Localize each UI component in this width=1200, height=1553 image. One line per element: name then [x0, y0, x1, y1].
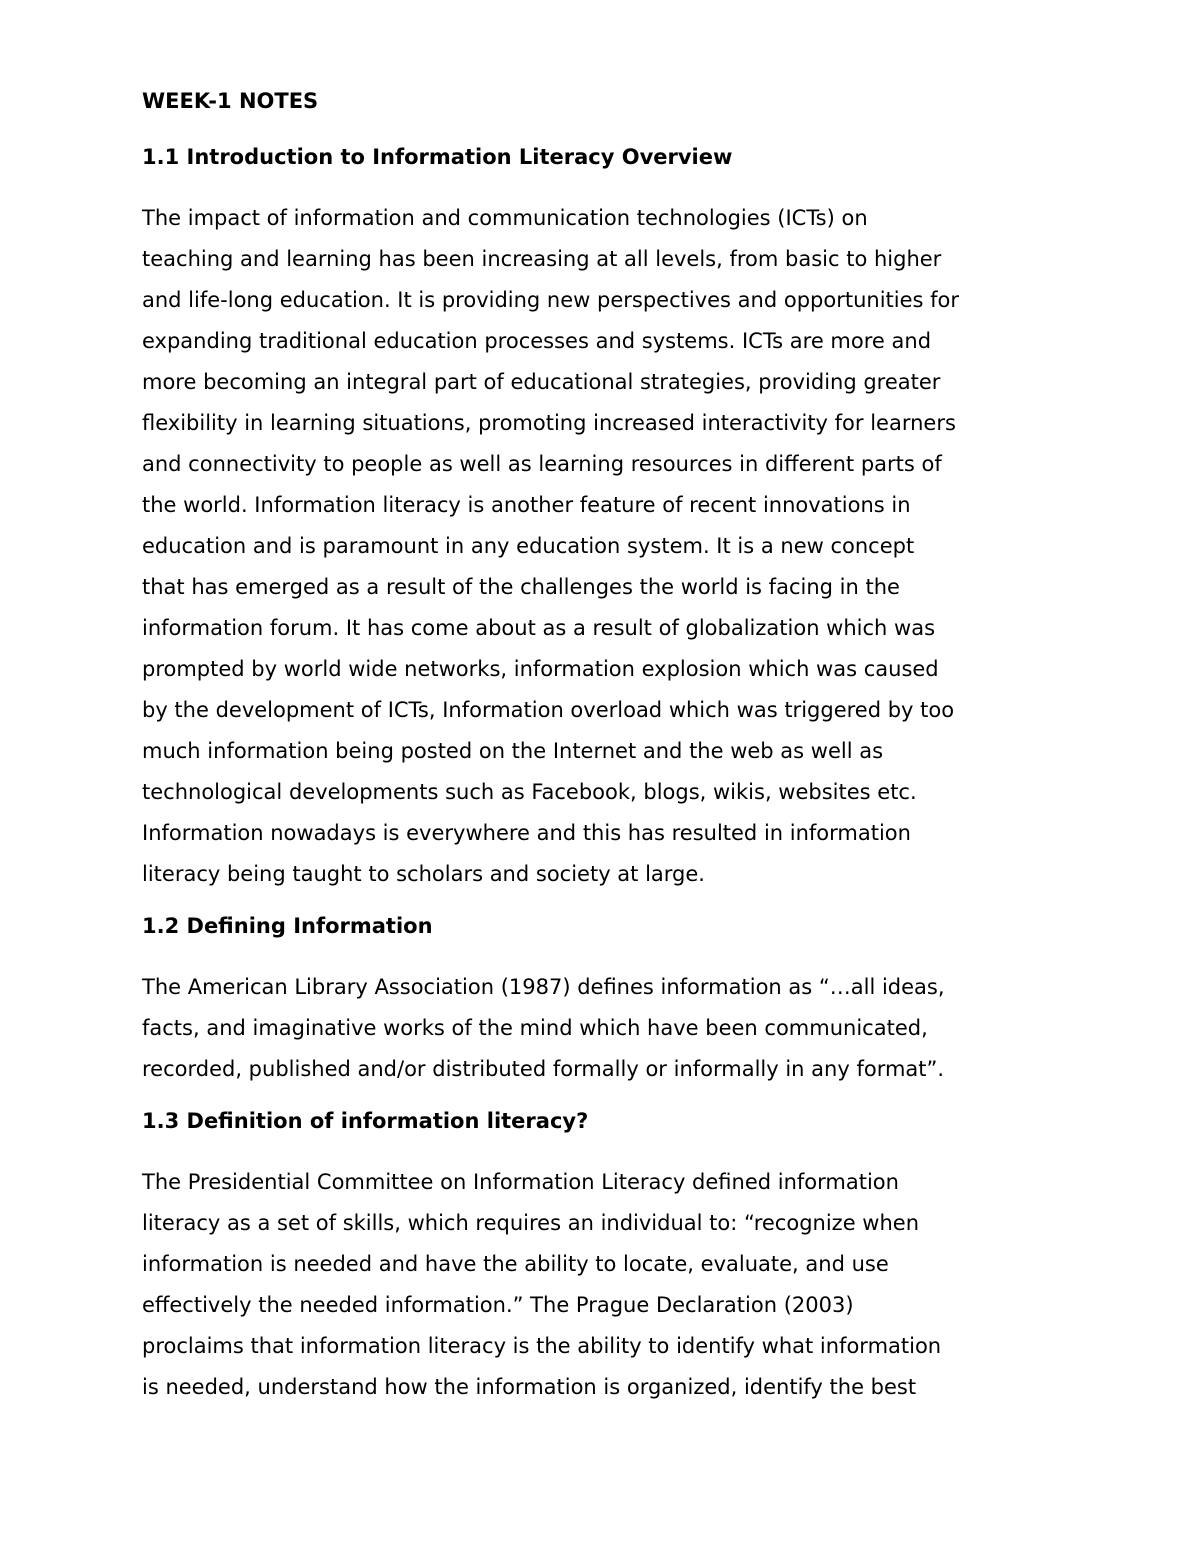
paragraph-line: effectively the needed information.” The Prague Declaration (2003): [142, 1293, 854, 1317]
paragraph-line: teaching and learning has been increasing at all levels, from basic to higher: [142, 247, 942, 271]
paragraph-line: prompted by world wide networks, information explosion which was caused: [142, 657, 939, 681]
section-introduction: [142, 142, 1072, 895]
paragraph-line: expanding traditional education processes and systems. ICTs are more and: [142, 329, 932, 353]
paragraph-line: literacy as a set of skills, which requires an individual to: “recognize when: [142, 1211, 920, 1235]
section-paragraph: [142, 1162, 1072, 1408]
paragraph-line: The Presidential Committee on Information Literacy defined information: [142, 1170, 899, 1194]
section-paragraph: [142, 198, 1072, 895]
paragraph-line: more becoming an integral part of educational strategies, providing greater: [142, 370, 941, 394]
paragraph-line: literacy being taught to scholars and society at large.: [142, 862, 705, 886]
section-heading: 1.3 Definition of information literacy?: [142, 1109, 589, 1133]
paragraph-line: much information being posted on the Internet and the web as well as: [142, 739, 884, 763]
paragraph-line: information is needed and have the ability to locate, evaluate, and use: [142, 1252, 889, 1276]
paragraph-line: The impact of information and communication technologies (ICTs) on: [142, 206, 868, 230]
paragraph-line: flexibility in learning situations, promoting increased interactivity for learners: [142, 411, 956, 435]
document-title: WEEK-1 NOTES: [142, 89, 319, 113]
section-defining-information: [142, 911, 1072, 1090]
paragraph-line: facts, and imaginative works of the mind which have been communicated,: [142, 1016, 928, 1040]
paragraph-line: Information nowadays is everywhere and this has resulted in information: [142, 821, 911, 845]
section-paragraph: [142, 967, 1072, 1090]
paragraph-line: and life-long education. It is providing new perspectives and opportunities for: [142, 288, 960, 312]
paragraph-line: the world. Information literacy is another feature of recent innovations in: [142, 493, 911, 517]
paragraph-line: education and is paramount in any education system. It is a new concept: [142, 534, 915, 558]
paragraph-line: technological developments such as Facebook, blogs, wikis, websites etc.: [142, 780, 917, 804]
document-page: [142, 86, 1072, 1424]
paragraph-line: that has emerged as a result of the challenges the world is facing in the: [142, 575, 900, 599]
section-heading: 1.2 Defining Information: [142, 914, 433, 938]
paragraph-line: is needed, understand how the information is organized, identify the best: [142, 1375, 917, 1399]
section-information-literacy-definition: [142, 1106, 1072, 1408]
paragraph-line: proclaims that information literacy is the ability to identify what information: [142, 1334, 942, 1358]
paragraph-line: The American Library Association (1987) defines information as “…all ideas,: [142, 975, 945, 999]
paragraph-line: recorded, published and/or distributed formally or informally in any format”.: [142, 1057, 945, 1081]
section-heading: 1.1 Introduction to Information Literacy Overview: [142, 145, 733, 169]
paragraph-line: information forum. It has come about as a result of globalization which was: [142, 616, 936, 640]
paragraph-line: by the development of ICTs, Information overload which was triggered by too: [142, 698, 955, 722]
paragraph-line: and connectivity to people as well as learning resources in different parts of: [142, 452, 942, 476]
